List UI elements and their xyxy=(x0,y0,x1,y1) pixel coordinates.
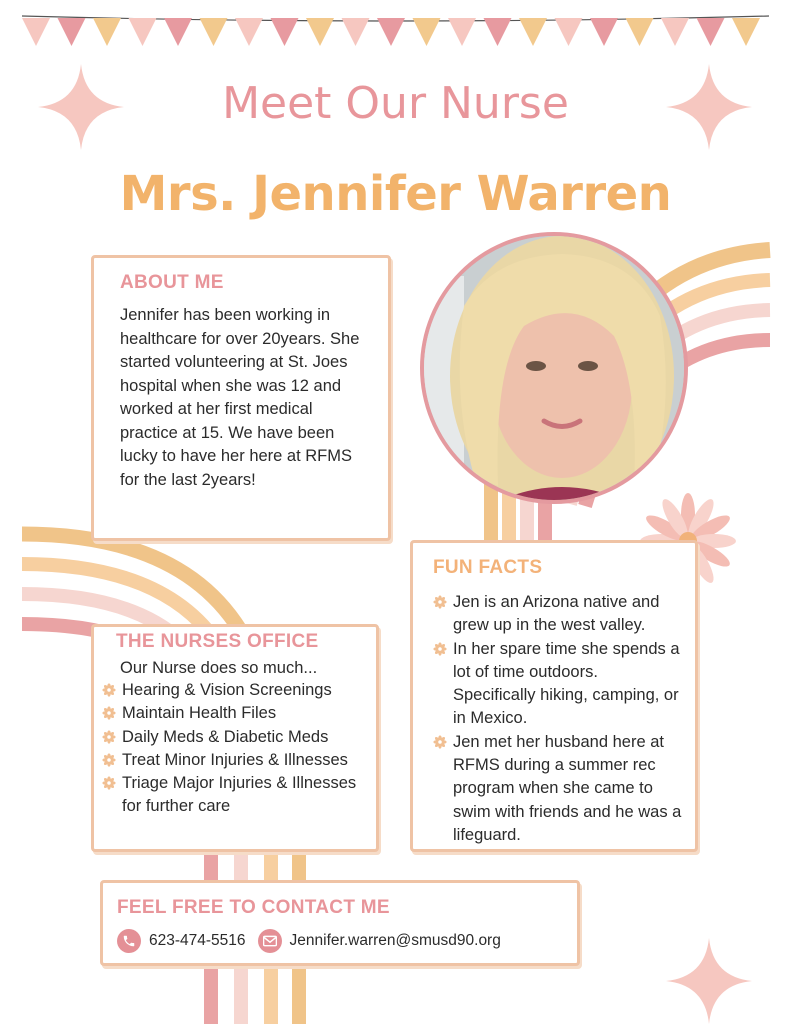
nurse-name: Mrs. Jennifer Warren xyxy=(119,166,672,222)
list-item-text: Hearing & Vision Screenings xyxy=(122,681,332,699)
bunting-flag xyxy=(413,18,441,46)
portrait-illustration xyxy=(424,236,688,504)
list-item-text: In her spare time she spends a lot of time outdoors. Specifically hiking, camping, or in Mexico. xyxy=(453,639,680,728)
sparkle-icon xyxy=(666,938,752,1024)
about-me-heading: ABOUT ME xyxy=(120,272,224,293)
flower-bullet-icon xyxy=(433,735,447,749)
list-item-text: Jen is an Arizona native and grew up in the west valley. xyxy=(453,593,660,635)
bunting-flag xyxy=(590,18,618,46)
contact-heading: FEEL FREE TO CONTACT ME xyxy=(117,897,390,918)
list-item xyxy=(433,731,685,847)
flower-bullet-icon xyxy=(102,753,116,767)
list-item xyxy=(102,749,366,772)
bunting-flag xyxy=(519,18,547,46)
list-item-text: Jen met her husband here at RFMS during a summer rec program when she came to swim with friends and he was a lifeguard. xyxy=(453,732,682,844)
bunting-banner xyxy=(0,0,791,60)
email-icon xyxy=(258,929,282,953)
list-item xyxy=(433,638,685,731)
list-item-text: Daily Meds & Diabetic Meds xyxy=(122,727,329,746)
fun-facts-list xyxy=(433,591,685,847)
page-title: Meet Our Nurse xyxy=(222,78,569,129)
flower-bullet-icon xyxy=(102,776,116,790)
bunting-flag xyxy=(661,18,689,46)
about-me-text: Jennifer has been working in healthcare for over 20years. She started volunteering at St. Joes hospital when she was 12 and worked at her first medical practice at 15. We have been lucky to have her here at RFMS for the last 2years! xyxy=(120,306,360,489)
flower-bullet-icon xyxy=(433,595,447,609)
bunting-flag xyxy=(164,18,192,46)
fun-facts-card xyxy=(410,540,698,852)
bunting-flag xyxy=(697,18,725,46)
fun-facts-heading: FUN FACTS xyxy=(433,557,543,578)
nurses-office-intro: Our Nurse does so much... xyxy=(120,659,318,677)
bunting-flag xyxy=(22,18,50,46)
contact-card xyxy=(100,880,580,966)
bunting-flag xyxy=(93,18,121,46)
bunting-flag xyxy=(555,18,583,46)
bunting-flag xyxy=(448,18,476,46)
flower-bullet-icon xyxy=(102,706,116,720)
bunting-flag xyxy=(377,18,405,46)
bunting-flag xyxy=(732,18,760,46)
bunting-flag xyxy=(626,18,654,46)
email-address[interactable]: Jennifer.warren@smusd90.org xyxy=(289,932,501,949)
bunting-flag xyxy=(271,18,299,46)
nurses-office-card xyxy=(91,624,379,852)
list-item-text: Maintain Health Files xyxy=(122,704,277,723)
list-item xyxy=(102,772,366,819)
bunting-flag xyxy=(306,18,334,46)
nurse-photo xyxy=(420,232,688,504)
nurses-office-heading: THE NURSES OFFICE xyxy=(116,631,319,652)
bunting-flag xyxy=(484,18,512,46)
bunting-flag xyxy=(342,18,370,46)
list-item xyxy=(102,726,366,749)
flower-bullet-icon xyxy=(433,642,447,656)
list-item-text: Treat Minor Injuries & Illnesses xyxy=(122,750,348,769)
phone-number[interactable]: 623-474-5516 xyxy=(149,932,246,949)
bunting-flag xyxy=(129,18,157,46)
flower-bullet-icon xyxy=(102,683,116,697)
bunting-flag xyxy=(58,18,86,46)
about-me-card xyxy=(91,255,391,541)
bunting-flag xyxy=(235,18,263,46)
flower-bullet-icon xyxy=(102,730,116,744)
nurses-office-list xyxy=(102,679,366,819)
list-item xyxy=(102,679,366,702)
bunting-flag xyxy=(200,18,228,46)
phone-icon xyxy=(117,929,141,953)
list-item-text: Triage Major Injuries & Illnesses for further care xyxy=(122,774,357,816)
list-item xyxy=(433,591,685,638)
list-item xyxy=(102,702,366,725)
